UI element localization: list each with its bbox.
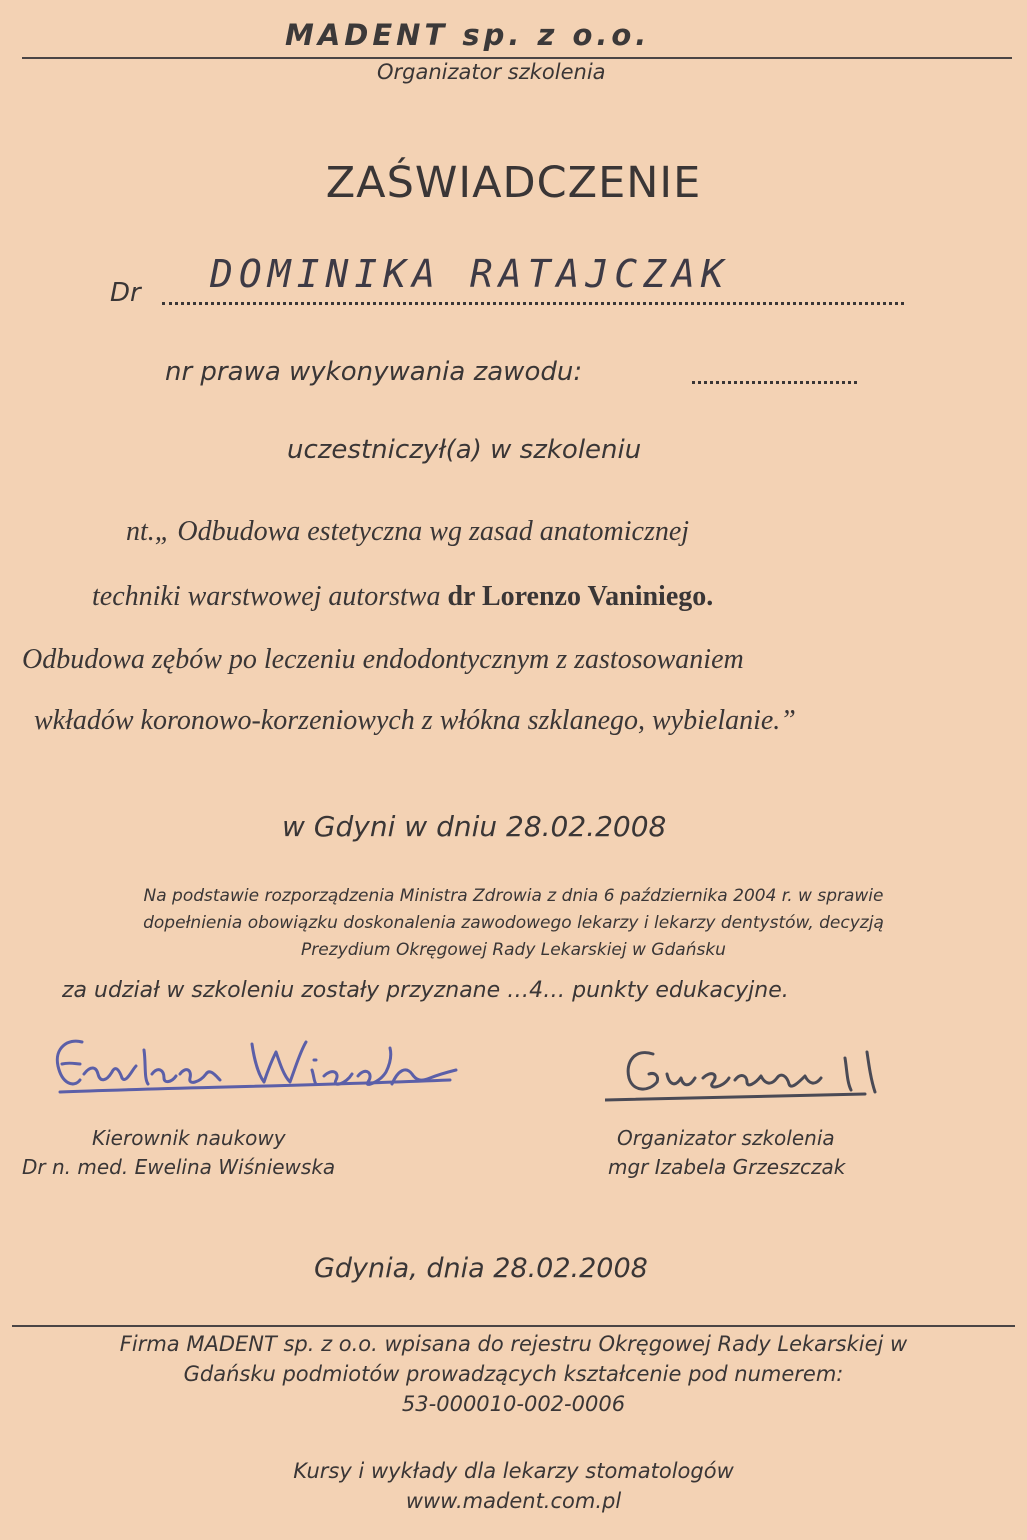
- footer-tagline: Kursy i wykłady dla lekarzy stomatologów: [293, 1459, 734, 1483]
- left-signature: [40, 1030, 460, 1110]
- points-awarded: za udział w szkoleniu zostały przyznane …4… punkty edukacyjne.: [62, 978, 789, 1003]
- right-signature: [605, 1040, 925, 1110]
- license-dotted-line: [692, 381, 857, 384]
- topic-line-2: [92, 581, 713, 613]
- footer-tagline-block: [0, 1456, 1027, 1516]
- right-signer-role: Organizator szkolenia: [617, 1126, 835, 1150]
- left-signer-role: Kierownik naukowy: [92, 1126, 286, 1150]
- right-signer-name: mgr Izabela Grzeszczak: [608, 1155, 846, 1179]
- participant-name: DOMINIKA RATAJCZAK: [210, 252, 730, 296]
- participation-text: uczestniczył(a) w szkoleniu: [287, 435, 642, 465]
- topic-line-3: Odbudowa zębów po leczeniu endodontycznym z zastosowaniem: [22, 644, 744, 675]
- lecturer-name: dr Lorenzo Vaniniego.: [447, 581, 714, 612]
- topic-line-1: nt.„ Odbudowa estetyczna wg zasad anatomicznej: [126, 516, 690, 547]
- left-signer-name: Dr n. med. Ewelina Wiśniewska: [22, 1155, 336, 1179]
- legal-line-1: Na podstawie rozporządzenia Ministra Zdrowia z dnia 6 października 2004 r. w sprawie: [143, 886, 884, 906]
- participant-prefix: Dr: [110, 278, 141, 308]
- name-dotted-line: [162, 302, 904, 305]
- registry-note: [0, 1329, 1027, 1419]
- license-label: nr prawa wykonywania zawodu:: [165, 357, 583, 387]
- topic-line-4: wkładów koronowo-korzeniowych z włókna szklanego, wybielanie.”: [34, 705, 796, 736]
- legal-line-3: Prezydium Okręgowej Rady Lekarskiej w Gdańsku: [301, 940, 726, 960]
- topic-line-2-text: techniki warstwowej autorstwa: [92, 581, 448, 612]
- registry-number: 53-000010-002-0006: [401, 1392, 626, 1416]
- issue-date: Gdynia, dnia 28.02.2008: [314, 1253, 648, 1284]
- legal-line-2: dopełnienia obowiązku doskonalenia zawodowego lekarzy i lekarzy dentystów, decyzją: [143, 913, 884, 933]
- registry-line-1: Firma MADENT sp. z o.o. wpisana do rejestru Okręgowej Rady Lekarskiej w: [119, 1332, 908, 1356]
- header-rule: [22, 57, 1012, 59]
- company-name: MADENT sp. z o.o.: [285, 18, 651, 52]
- organizer-subtitle: Organizator szkolenia: [377, 60, 606, 84]
- certificate-title: ZAŚWIADCZENIE: [325, 158, 702, 208]
- footer-website[interactable]: www.madent.com.pl: [405, 1489, 622, 1513]
- legal-basis: [0, 883, 1027, 964]
- place-date: w Gdyni w dniu 28.02.2008: [282, 810, 667, 843]
- registry-line-2: Gdańsku podmiotów prowadzących kształcenie pod numerem:: [183, 1362, 844, 1386]
- footer-rule: [12, 1325, 1015, 1327]
